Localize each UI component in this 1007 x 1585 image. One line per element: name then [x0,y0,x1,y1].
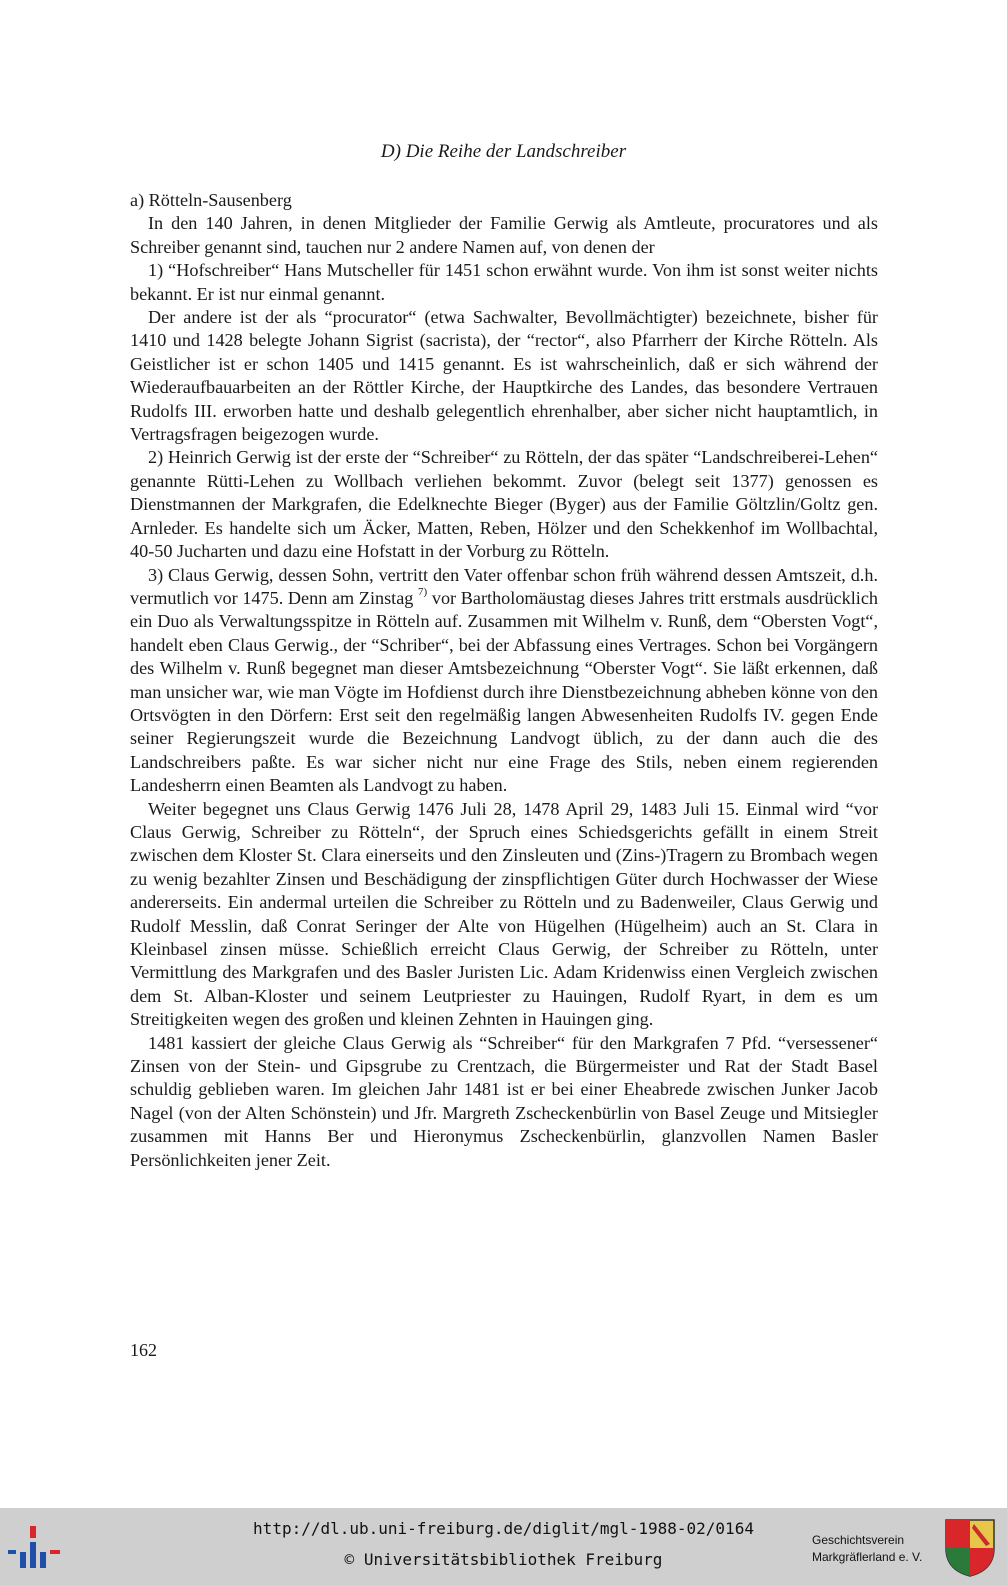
footer-organization [812,1532,936,1566]
footnote-marker: 7) [418,585,428,598]
section-heading: D) Die Reihe der Landschreiber [380,141,627,162]
footer-copyright: © Universitätsbibliothek Freiburg [344,1550,663,1569]
page-number: 162 [130,1340,157,1360]
org-line-1: Geschichtsverein [812,1533,905,1547]
paragraph: Weiter begegnet uns Claus Gerwig 1476 Juli 28, 1478 April 29, 1483 Juli 15. Einmal wird “vor Claus Gerwig, Schreiber zu Rötteln“, der Spruch eines Schiedsgerichts gefällt in einem Streit zwischen dem Kloster St. Clara einerseits und den Zinsleuten und (Zins-)Tragern zu Brombach wegen zu wenig bezahlter Zinsen und Beschädigung der zinspflichtigen Güter durch Hochwasser der Wiese andererseits. Ein andermal urteilen die Schreiber zu Rötteln und zu Badenweiler, Claus Gerwig und Rudolf Messlin, daß Conrat Seringer der Alte von Hügelhen (Hügelheim) auch an St. Clara in Kleinbasel zinsen müsse. Schießlich erreicht Claus Gerwig, der Schreiber zu Rötteln, unter Vermittlung des Markgrafen und des Basler Juristen Lic. Adam Kridenwiss einen Vergleich zwischen dem St. Alban-Kloster und seinem Leutpriester zu Hauingen, Rudolf Ryart, in dem es um Streitigkeiten wegen des großen und kleinen Zehnten in Hauingen ging. [130,798,878,1030]
paragraph: Der andere ist der als “procurator“ (etwa Sachwalter, Bevollmächtigter) bezeichnete, bisher für 1410 und 1428 belegte Johann Sigrist (sacrista), der “rector“, also Pfarrherr der Kirche Rötteln. Als Geistlicher ist er schon 1405 und 1415 genannt. Es ist wahrscheinlich, daß er sich während der Wiederaufbauarbeiten an der Röttler Kirche, der Hauptkirche des Landes, das besondere Vertrauen Rudolfs III. erworben hatte und deshalb gelegentlich ehrenhalber, aber sicher nicht hauptamtlich, in Vertragsfragen beigezogen wurde. [130,307,878,445]
paragraph: 1481 kassiert der gleiche Claus Gerwig als “Schreiber“ für den Markgrafen 7 Pfd. “versessener“ Zinsen von der Stein- und Gipsgrube zu Crentzach, die Bürgermeister und Rat der Stadt Basel schuldig geblieben waren. Im gleichen Jahr 1481 ist er bei einer Eheabrede zwischen Junker Jacob Nagel (von der Alten Schönstein) und Jfr. Margreth Zscheckenbürlin von Basel Zeuge und Mitsiegler zusammen mit Hanns Ber und Hieronymus Zscheckenbürlin, glanzvollen Namen Basler Persönlichkeiten jener Zeit. [130,1032,878,1170]
footer-bar [0,1508,1007,1585]
coat-of-arms-icon [944,1518,996,1578]
org-line-2: Markgräflerland e. V. [812,1550,923,1564]
paragraph: 2) Heinrich Gerwig ist der erste der “Schreiber“ zu Rötteln, der das später “Landschreiberei-Lehen“ genannte Rütti-Lehen zu Wollbach verliehen bekommt. Zuvor (belegt seit 1377) genossen es Dienstmannen der Markgrafen, die Edelknechte Bieger (Byger) aus der Familie Göltzlin/Goltz gen. Arnleder. Es handelte sich um Äcker, Matten, Reben, Hölzer und den Schekkenhof im Wollbachtal, 40-50 Jucharten und dazu eine Hofstatt in der Vorburg zu Rötteln. [130,447,878,562]
paragraph-text: vor Bartholomäustag dieses Jahres tritt erstmals ausdrücklich ein Duo als Verwaltungsspitze in Rötteln auf. Zusammen mit Wilhelm v. Runß, dem “Obersten Vogt“, handelt eben Claus Gerwig., der “Schriber“, bei der Abfassung eines Vertrages. Schon bei Vorgängern des Wilhelm v. Runß begegnet man dieser Amtsbezeichnung “Oberster Vogt“. Sie läßt erkennen, daß man unsicher war, wie man Vögte im Hofdienst durch ihre Dienstbezeichnung abheben könne von den Ortsvögten in den Dörfern: Erst seit den regelmäßig langen Abwesenheiten Rudolfs IV. gegen Ende seiner Regierungszeit wurde die Bezeichnung Landvogt üblich, zu der dann auch die des Landschreibers paßte. Es war sicher nicht nur eine Frage des Stils, neben einem regierenden Landesherrn einen Beamten als Landvogt zu haben. [130,587,878,796]
footer-url-link[interactable]: http://dl.ub.uni-freiburg.de/diglit/mgl-1988-02/0164 [253,1519,754,1538]
paragraph-text: 3) Claus Gerwig, dessen Sohn, vertritt den Vater offenbar schon früh während dessen Amtszeit, d.h. vermutlich vor 1475. Denn am Zinstag [130,564,878,608]
body-text [130,189,878,1172]
section-label: a) Rötteln-Sausenberg [130,190,292,210]
paragraph: In den 140 Jahren, in denen Mitglieder der Familie Gerwig als Amtleute, procuratores und als Schreiber genannt sind, tauchen nur 2 andere Namen auf, von denen der [130,213,878,257]
paragraph [130,564,878,798]
paragraph: 1) “Hofschreiber“ Hans Mutscheller für 1451 schon erwähnt wurde. Von ihm ist sonst weiter nichts bekannt. Er ist nur einmal genannt. [130,260,878,304]
